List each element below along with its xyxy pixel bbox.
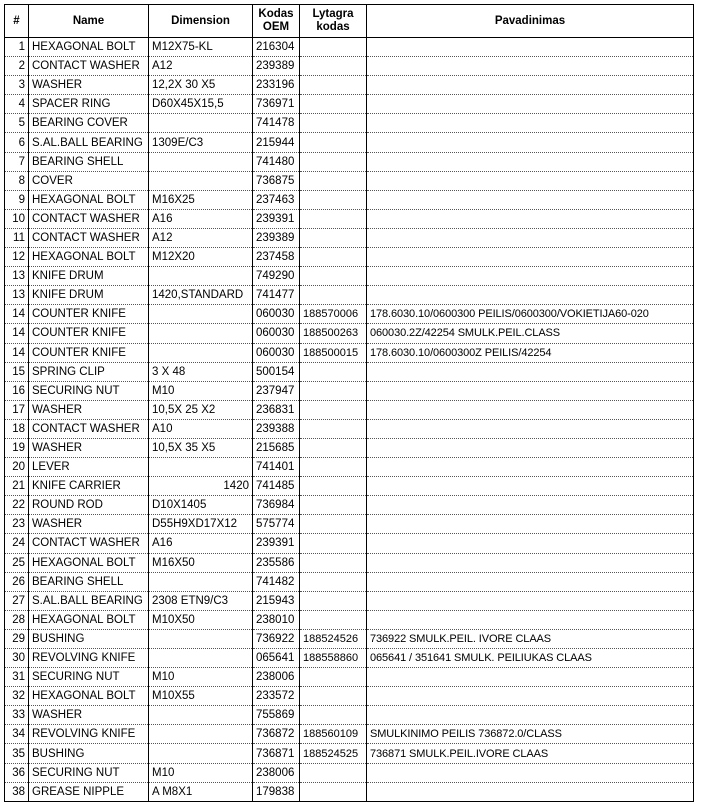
cell-oem[interactable]: 741485 [253, 477, 300, 496]
cell-lytagra[interactable]: 188560109 [300, 725, 367, 744]
cell-oem[interactable]: 235586 [253, 553, 300, 572]
cell-oem[interactable]: 741477 [253, 286, 300, 305]
cell-name[interactable]: KNIFE DRUM [29, 267, 149, 286]
cell-oem[interactable]: 239389 [253, 228, 300, 247]
cell-name[interactable]: COUNTER KNIFE [29, 305, 149, 324]
cell-pavadinimas[interactable] [367, 171, 694, 190]
cell-name[interactable]: HEXAGONAL BOLT [29, 687, 149, 706]
table-row [5, 419, 694, 438]
cell-lytagra[interactable] [300, 534, 367, 553]
cell-name[interactable]: KNIFE CARRIER [29, 477, 149, 496]
cell-num[interactable]: 4 [5, 95, 29, 114]
cell-oem[interactable]: 060030 [253, 305, 300, 324]
table-row [5, 591, 694, 610]
cell-lytagra[interactable]: 188524526 [300, 629, 367, 648]
cell-lytagra[interactable] [300, 438, 367, 457]
cell-oem[interactable]: 741478 [253, 114, 300, 133]
cell-num[interactable]: 30 [5, 649, 29, 668]
cell-oem[interactable]: 736922 [253, 629, 300, 648]
table-row [5, 381, 694, 400]
cell-num[interactable]: 17 [5, 400, 29, 419]
cell-lytagra[interactable]: 188500263 [300, 324, 367, 343]
cell-pavadinimas[interactable] [367, 114, 694, 133]
cell-dimension[interactable]: 1309E/C3 [149, 133, 253, 152]
cell-pavadinimas[interactable] [367, 591, 694, 610]
cell-dimension[interactable]: M10X50 [149, 610, 253, 629]
cell-name[interactable]: WASHER [29, 76, 149, 95]
cell-dimension[interactable]: A10 [149, 419, 253, 438]
table-row [5, 438, 694, 457]
cell-dimension[interactable]: M10 [149, 381, 253, 400]
cell-num[interactable]: 6 [5, 133, 29, 152]
cell-name[interactable]: ROUND ROD [29, 496, 149, 515]
cell-num[interactable]: 36 [5, 763, 29, 782]
cell-oem[interactable]: 060030 [253, 343, 300, 362]
cell-oem[interactable]: 233196 [253, 76, 300, 95]
cell-lytagra[interactable] [300, 477, 367, 496]
cell-name[interactable]: CONTACT WASHER [29, 534, 149, 553]
cell-num[interactable]: 27 [5, 591, 29, 610]
cell-num[interactable]: 12 [5, 248, 29, 267]
cell-oem[interactable]: 237947 [253, 381, 300, 400]
cell-dimension[interactable]: D60X45X15,5 [149, 95, 253, 114]
cell-oem[interactable]: 239391 [253, 534, 300, 553]
cell-pavadinimas[interactable] [367, 228, 694, 247]
cell-num[interactable]: 32 [5, 687, 29, 706]
cell-name[interactable]: S.AL.BALL BEARING [29, 591, 149, 610]
table-row [5, 572, 694, 591]
cell-lytagra[interactable]: 188570006 [300, 305, 367, 324]
cell-pavadinimas[interactable] [367, 477, 694, 496]
cell-name[interactable]: CONTACT WASHER [29, 57, 149, 76]
cell-oem[interactable]: 238010 [253, 610, 300, 629]
cell-lytagra[interactable] [300, 782, 367, 801]
cell-dimension[interactable] [149, 267, 253, 286]
cell-num[interactable]: 21 [5, 477, 29, 496]
cell-oem[interactable]: 736971 [253, 95, 300, 114]
cell-pavadinimas[interactable]: 736871 SMULK.PEIL.IVORE CLAAS [367, 744, 694, 763]
cell-num[interactable]: 25 [5, 553, 29, 572]
cell-name[interactable]: SPACER RING [29, 95, 149, 114]
cell-oem[interactable]: 575774 [253, 515, 300, 534]
cell-dimension[interactable] [149, 305, 253, 324]
table-row [5, 305, 694, 324]
cell-pavadinimas[interactable]: SMULKINIMO PEILIS 736872.0/CLASS [367, 725, 694, 744]
cell-num[interactable]: 16 [5, 381, 29, 400]
cell-num[interactable]: 7 [5, 152, 29, 171]
cell-dimension[interactable]: M10 [149, 668, 253, 687]
cell-pavadinimas[interactable] [367, 782, 694, 801]
cell-dimension[interactable]: 1420 [149, 477, 253, 496]
cell-num[interactable]: 34 [5, 725, 29, 744]
cell-name[interactable]: HEXAGONAL BOLT [29, 610, 149, 629]
cell-lytagra[interactable] [300, 362, 367, 381]
table-row [5, 763, 694, 782]
cell-num[interactable]: 11 [5, 228, 29, 247]
cell-pavadinimas[interactable] [367, 553, 694, 572]
cell-num[interactable]: 13 [5, 267, 29, 286]
table-row [5, 629, 694, 648]
cell-lytagra[interactable] [300, 190, 367, 209]
cell-oem[interactable]: 500154 [253, 362, 300, 381]
cell-oem[interactable]: 060030 [253, 324, 300, 343]
cell-dimension[interactable]: M12X20 [149, 248, 253, 267]
table-row [5, 57, 694, 76]
cell-dimension[interactable]: 10,5X 25 X2 [149, 400, 253, 419]
cell-lytagra[interactable] [300, 209, 367, 228]
table-row [5, 400, 694, 419]
table-row [5, 95, 694, 114]
cell-dimension[interactable]: M16X50 [149, 553, 253, 572]
cell-oem[interactable]: 238006 [253, 668, 300, 687]
cell-name[interactable]: BUSHING [29, 629, 149, 648]
cell-dimension[interactable] [149, 706, 253, 725]
cell-dimension[interactable] [149, 458, 253, 477]
table-row [5, 209, 694, 228]
table-row [5, 76, 694, 95]
cell-pavadinimas[interactable] [367, 534, 694, 553]
cell-oem[interactable]: 741480 [253, 152, 300, 171]
cell-num[interactable]: 24 [5, 534, 29, 553]
cell-lytagra[interactable]: 188558860 [300, 649, 367, 668]
table-row [5, 610, 694, 629]
table-row [5, 553, 694, 572]
table-row [5, 649, 694, 668]
cell-pavadinimas[interactable] [367, 496, 694, 515]
cell-pavadinimas[interactable]: 736922 SMULK.PEIL. IVORE CLAAS [367, 629, 694, 648]
cell-dimension[interactable]: 1420,STANDARD [149, 286, 253, 305]
cell-lytagra[interactable] [300, 57, 367, 76]
cell-pavadinimas[interactable] [367, 267, 694, 286]
cell-name[interactable]: COUNTER KNIFE [29, 324, 149, 343]
cell-name[interactable]: COVER [29, 171, 149, 190]
cell-oem[interactable]: 237458 [253, 248, 300, 267]
cell-name[interactable]: SECURING NUT [29, 763, 149, 782]
cell-lytagra[interactable] [300, 267, 367, 286]
table-row [5, 286, 694, 305]
cell-oem[interactable]: 216304 [253, 38, 300, 57]
cell-lytagra[interactable] [300, 95, 367, 114]
cell-pavadinimas[interactable] [367, 152, 694, 171]
cell-lytagra[interactable] [300, 572, 367, 591]
table-row [5, 744, 694, 763]
header-row [5, 5, 694, 38]
cell-name[interactable]: KNIFE DRUM [29, 286, 149, 305]
cell-lytagra[interactable] [300, 133, 367, 152]
cell-oem[interactable]: 736984 [253, 496, 300, 515]
cell-name[interactable]: HEXAGONAL BOLT [29, 553, 149, 572]
cell-name[interactable]: BUSHING [29, 744, 149, 763]
cell-num[interactable]: 8 [5, 171, 29, 190]
cell-pavadinimas[interactable] [367, 515, 694, 534]
cell-name[interactable]: SPRING CLIP [29, 362, 149, 381]
table-row [5, 687, 694, 706]
table-row [5, 343, 694, 362]
cell-num[interactable]: 14 [5, 343, 29, 362]
header-lytagra[interactable]: Lytagra kodas [300, 5, 367, 38]
cell-name[interactable]: WASHER [29, 706, 149, 725]
cell-lytagra[interactable] [300, 687, 367, 706]
cell-oem[interactable]: 239389 [253, 57, 300, 76]
cell-lytagra[interactable] [300, 152, 367, 171]
cell-dimension[interactable] [149, 152, 253, 171]
header-oem[interactable]: Kodas OEM [253, 5, 300, 38]
cell-lytagra[interactable] [300, 553, 367, 572]
parts-table [4, 4, 694, 802]
cell-dimension[interactable]: 12,2X 30 X5 [149, 76, 253, 95]
cell-num[interactable]: 15 [5, 362, 29, 381]
cell-dimension[interactable]: D55H9XD17X12 [149, 515, 253, 534]
cell-name[interactable]: WASHER [29, 438, 149, 457]
cell-pavadinimas[interactable] [367, 400, 694, 419]
cell-lytagra[interactable] [300, 458, 367, 477]
cell-lytagra[interactable] [300, 38, 367, 57]
cell-name[interactable]: S.AL.BALL BEARING [29, 133, 149, 152]
cell-pavadinimas[interactable] [367, 95, 694, 114]
cell-lytagra[interactable] [300, 668, 367, 687]
cell-oem[interactable]: 741482 [253, 572, 300, 591]
cell-name[interactable]: WASHER [29, 515, 149, 534]
cell-pavadinimas[interactable] [367, 190, 694, 209]
table-row [5, 706, 694, 725]
cell-name[interactable]: WASHER [29, 400, 149, 419]
cell-dimension[interactable] [149, 343, 253, 362]
cell-name[interactable]: BEARING COVER [29, 114, 149, 133]
cell-name[interactable]: HEXAGONAL BOLT [29, 38, 149, 57]
cell-lytagra[interactable] [300, 496, 367, 515]
cell-name[interactable]: GREASE NIPPLE [29, 782, 149, 801]
cell-oem[interactable]: 736872 [253, 725, 300, 744]
cell-num[interactable]: 20 [5, 458, 29, 477]
table-row [5, 152, 694, 171]
cell-oem[interactable]: 749290 [253, 267, 300, 286]
cell-name[interactable]: COUNTER KNIFE [29, 343, 149, 362]
cell-dimension[interactable]: D10X1405 [149, 496, 253, 515]
cell-num[interactable]: 23 [5, 515, 29, 534]
cell-num[interactable]: 33 [5, 706, 29, 725]
cell-pavadinimas[interactable] [367, 763, 694, 782]
table-row [5, 477, 694, 496]
cell-pavadinimas[interactable] [367, 687, 694, 706]
cell-oem[interactable]: 741401 [253, 458, 300, 477]
cell-num[interactable]: 3 [5, 76, 29, 95]
cell-oem[interactable]: 736875 [253, 171, 300, 190]
cell-dimension[interactable] [149, 629, 253, 648]
cell-name[interactable]: BEARING SHELL [29, 152, 149, 171]
cell-dimension[interactable]: A12 [149, 228, 253, 247]
table-row [5, 248, 694, 267]
cell-pavadinimas[interactable] [367, 610, 694, 629]
cell-name[interactable]: CONTACT WASHER [29, 419, 149, 438]
cell-oem[interactable]: 239391 [253, 209, 300, 228]
header-dimension[interactable]: Dimension [149, 5, 253, 38]
cell-oem[interactable]: 215944 [253, 133, 300, 152]
cell-pavadinimas[interactable] [367, 706, 694, 725]
cell-pavadinimas[interactable] [367, 362, 694, 381]
cell-dimension[interactable]: A12 [149, 57, 253, 76]
header-pavadinimas[interactable]: Pavadinimas [367, 5, 694, 38]
table-row [5, 267, 694, 286]
cell-dimension[interactable] [149, 114, 253, 133]
cell-lytagra[interactable] [300, 400, 367, 419]
cell-name[interactable]: LEVER [29, 458, 149, 477]
cell-num[interactable]: 9 [5, 190, 29, 209]
cell-oem[interactable]: 215943 [253, 591, 300, 610]
cell-num[interactable]: 10 [5, 209, 29, 228]
cell-num[interactable]: 2 [5, 57, 29, 76]
cell-name[interactable]: SECURING NUT [29, 668, 149, 687]
cell-pavadinimas[interactable] [367, 76, 694, 95]
cell-pavadinimas[interactable]: 178.6030.10/0600300Z PEILIS/42254 [367, 343, 694, 362]
header-num[interactable]: # [5, 5, 29, 38]
cell-dimension[interactable] [149, 649, 253, 668]
cell-dimension[interactable] [149, 572, 253, 591]
cell-num[interactable]: 13 [5, 286, 29, 305]
cell-pavadinimas[interactable] [367, 381, 694, 400]
cell-oem[interactable]: 237463 [253, 190, 300, 209]
cell-lytagra[interactable] [300, 114, 367, 133]
cell-lytagra[interactable] [300, 76, 367, 95]
table-row [5, 171, 694, 190]
cell-oem[interactable]: 065641 [253, 649, 300, 668]
cell-num[interactable]: 14 [5, 305, 29, 324]
cell-pavadinimas[interactable]: 065641 / 351641 SMULK. PEILIUKAS CLAAS [367, 649, 694, 668]
table-body [5, 38, 694, 802]
cell-dimension[interactable]: A M8X1 [149, 782, 253, 801]
cell-num[interactable]: 26 [5, 572, 29, 591]
cell-pavadinimas[interactable] [367, 38, 694, 57]
cell-name[interactable]: HEXAGONAL BOLT [29, 248, 149, 267]
cell-num[interactable]: 22 [5, 496, 29, 515]
header-name[interactable]: Name [29, 5, 149, 38]
cell-num[interactable]: 28 [5, 610, 29, 629]
cell-lytagra[interactable] [300, 228, 367, 247]
cell-pavadinimas[interactable]: 178.6030.10/0600300 PEILIS/0600300/VOKIETIJA60-020 [367, 305, 694, 324]
cell-dimension[interactable]: 3 X 48 [149, 362, 253, 381]
cell-pavadinimas[interactable] [367, 572, 694, 591]
cell-lytagra[interactable] [300, 286, 367, 305]
cell-lytagra[interactable] [300, 381, 367, 400]
cell-name[interactable]: REVOLVING KNIFE [29, 725, 149, 744]
cell-pavadinimas[interactable] [367, 458, 694, 477]
cell-lytagra[interactable] [300, 763, 367, 782]
cell-pavadinimas[interactable] [367, 438, 694, 457]
cell-oem[interactable]: 215685 [253, 438, 300, 457]
cell-dimension[interactable] [149, 744, 253, 763]
cell-dimension[interactable]: M10 [149, 763, 253, 782]
cell-name[interactable]: SECURING NUT [29, 381, 149, 400]
table-row [5, 324, 694, 343]
cell-name[interactable]: CONTACT WASHER [29, 228, 149, 247]
cell-num[interactable]: 35 [5, 744, 29, 763]
cell-dimension[interactable]: 2308 ETN9/C3 [149, 591, 253, 610]
cell-pavadinimas[interactable] [367, 209, 694, 228]
cell-name[interactable]: HEXAGONAL BOLT [29, 190, 149, 209]
table-row [5, 190, 694, 209]
cell-lytagra[interactable]: 188524525 [300, 744, 367, 763]
cell-oem[interactable]: 179838 [253, 782, 300, 801]
cell-num[interactable]: 1 [5, 38, 29, 57]
cell-dimension[interactable]: M10X55 [149, 687, 253, 706]
cell-pavadinimas[interactable] [367, 248, 694, 267]
cell-dimension[interactable] [149, 171, 253, 190]
cell-dimension[interactable]: 10,5X 35 X5 [149, 438, 253, 457]
table-row [5, 362, 694, 381]
cell-num[interactable]: 31 [5, 668, 29, 687]
table-row [5, 458, 694, 477]
cell-lytagra[interactable] [300, 248, 367, 267]
table-row [5, 782, 694, 801]
table-row [5, 725, 694, 744]
cell-dimension[interactable] [149, 725, 253, 744]
cell-lytagra[interactable]: 188500015 [300, 343, 367, 362]
cell-oem[interactable]: 238006 [253, 763, 300, 782]
table-row [5, 228, 694, 247]
cell-oem[interactable]: 239388 [253, 419, 300, 438]
table-row [5, 515, 694, 534]
cell-name[interactable]: BEARING SHELL [29, 572, 149, 591]
cell-lytagra[interactable] [300, 610, 367, 629]
cell-dimension[interactable]: A16 [149, 209, 253, 228]
table-row [5, 534, 694, 553]
table-row [5, 133, 694, 152]
cell-dimension[interactable]: M16X25 [149, 190, 253, 209]
table-row [5, 38, 694, 57]
cell-pavadinimas[interactable] [367, 668, 694, 687]
cell-num[interactable]: 29 [5, 629, 29, 648]
cell-pavadinimas[interactable] [367, 419, 694, 438]
cell-lytagra[interactable] [300, 515, 367, 534]
table-row [5, 114, 694, 133]
cell-dimension[interactable] [149, 324, 253, 343]
table-row [5, 496, 694, 515]
cell-num[interactable]: 5 [5, 114, 29, 133]
cell-dimension[interactable]: M12X75-KL [149, 38, 253, 57]
cell-num[interactable]: 18 [5, 419, 29, 438]
table-row [5, 668, 694, 687]
cell-oem[interactable]: 236831 [253, 400, 300, 419]
cell-pavadinimas[interactable] [367, 286, 694, 305]
cell-dimension[interactable]: A16 [149, 534, 253, 553]
cell-num[interactable]: 19 [5, 438, 29, 457]
cell-lytagra[interactable] [300, 419, 367, 438]
cell-pavadinimas[interactable] [367, 133, 694, 152]
cell-oem[interactable]: 755869 [253, 706, 300, 725]
cell-name[interactable]: REVOLVING KNIFE [29, 649, 149, 668]
cell-pavadinimas[interactable]: 060030.2Z/42254 SMULK.PEIL.CLASS [367, 324, 694, 343]
cell-lytagra[interactable] [300, 591, 367, 610]
cell-lytagra[interactable] [300, 171, 367, 190]
cell-lytagra[interactable] [300, 706, 367, 725]
cell-num[interactable]: 14 [5, 324, 29, 343]
cell-name[interactable]: CONTACT WASHER [29, 209, 149, 228]
cell-oem[interactable]: 233572 [253, 687, 300, 706]
cell-oem[interactable]: 736871 [253, 744, 300, 763]
cell-pavadinimas[interactable] [367, 57, 694, 76]
cell-num[interactable]: 38 [5, 782, 29, 801]
